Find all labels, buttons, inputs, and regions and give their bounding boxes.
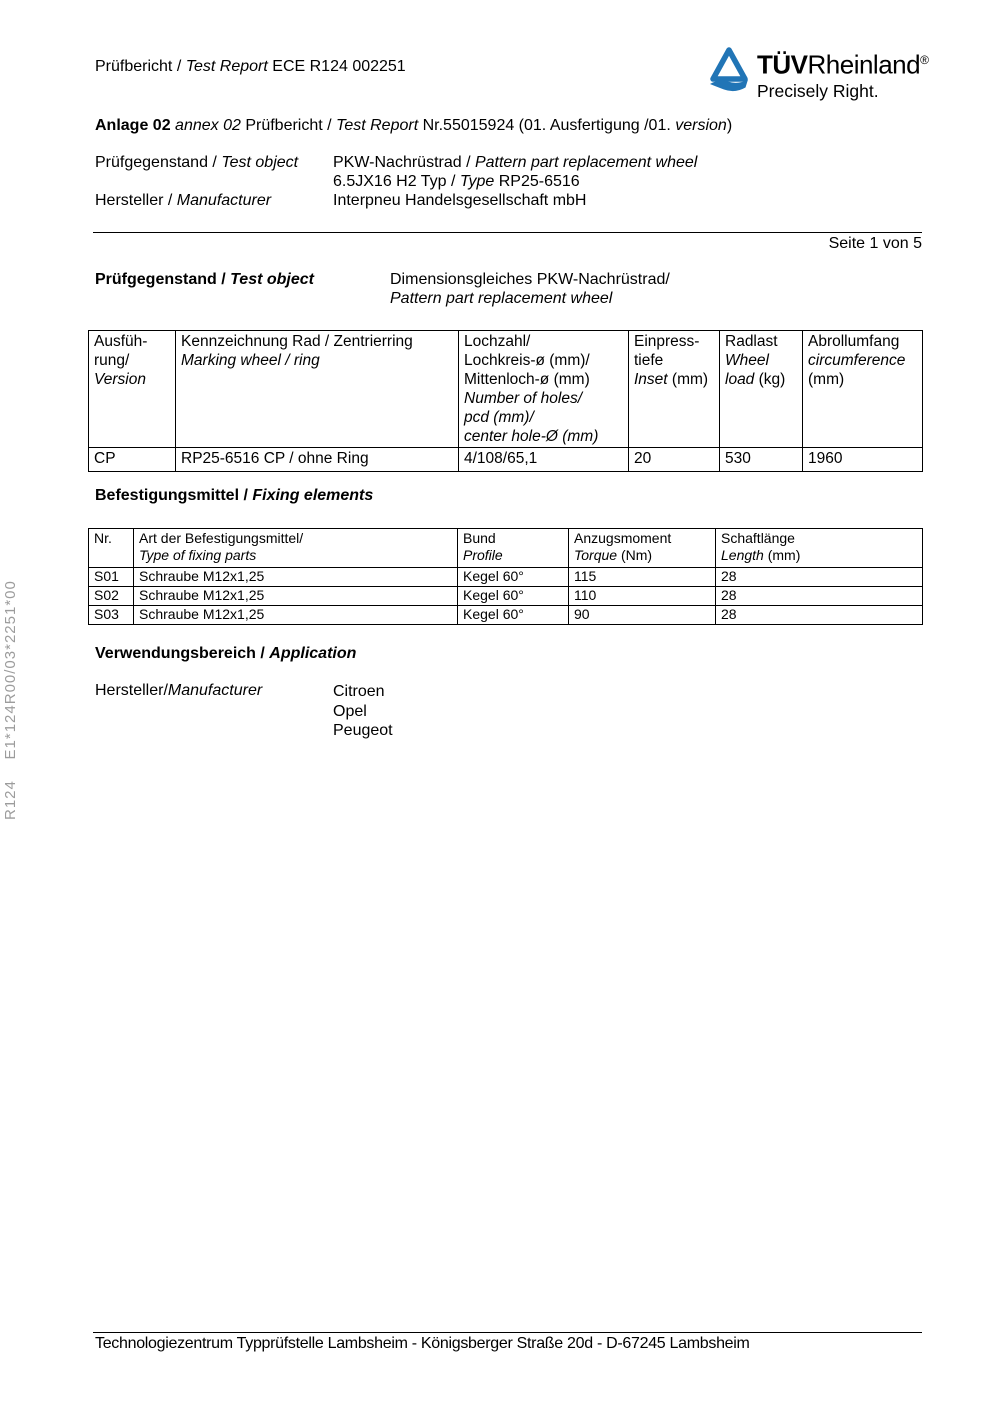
annex-label-de: Anlage 02 [95,117,171,134]
logo-wordmark [757,46,928,79]
annex-label-en: annex 02 [170,117,246,134]
cell-torque: 90 [569,606,716,625]
cell-nr: S02 [89,587,134,606]
cell-circumference: 1960 [803,448,923,472]
application-manufacturer-label: Hersteller/Manufacturer [95,682,263,699]
info-test-object-label: Prüfgegenstand / Test object [95,154,299,171]
application-manufacturer-list [333,682,393,741]
section-test-object-value-en: Pattern part replacement wheel [390,290,613,307]
info-test-object-value: PKW-Nachrüstrad / Pattern part replacement wheel [333,154,698,171]
annex-version-word: version [675,117,727,134]
info-type-value: 6.5JX16 H2 Typ / Type RP25-6516 [333,173,580,190]
fixing-row-s02 [89,587,923,606]
report-header-code: ECE R124 002251 [267,58,406,75]
wheel-spec-data-row [89,448,923,472]
cell-torque: 115 [569,568,716,587]
cell-type: Schraube M12x1,25 [134,568,458,587]
cell-load: 530 [720,448,803,472]
section-application-title: Verwendungsbereich / Application [95,645,357,662]
col-header-inset: Einpress- tiefe Inset (mm) [629,331,720,448]
logo-tagline: Precisely Right. [757,80,879,101]
cell-nr: S01 [89,568,134,587]
cell-profile: Kegel 60° [458,568,569,587]
footer-divider [93,1332,922,1333]
section-test-object-value-de: Dimensionsgleiches PKW-Nachrüstrad/ [390,271,670,288]
logo-text-block [757,46,928,102]
col-header-marking: Kennzeichnung Rad / Zentrierring Marking wheel / ring [176,331,459,448]
manufacturer-item: Peugeot [333,722,393,739]
cell-version: CP [89,448,176,472]
cell-profile: Kegel 60° [458,587,569,606]
col-header-profile: Bund Profile [458,529,569,568]
annex-report-number: Nr.55015924 (01. Ausfertigung /01. [418,117,676,134]
cell-length: 28 [716,587,923,606]
cell-type: Schraube M12x1,25 [134,587,458,606]
col-header-length: Schaftlänge Length (mm) [716,529,923,568]
cell-profile: Kegel 60° [458,606,569,625]
col-header-holes: Lochzahl/ Lochkreis-ø (mm)/ Mittenloch-ø (mm) Number of holes/ pcd (mm)/ center hole-Ø (mm) [459,331,629,448]
logo-tuv: TÜV [757,49,808,80]
info-manufacturer-value: Interpneu Handelsgesellschaft mbH [333,192,587,209]
col-header-nr: Nr. [89,529,134,568]
logo-rheinland: Rheinland [807,49,921,80]
fixing-header-row [89,529,923,568]
footer-address: Technologiezentrum Typprüfstelle Lambsheim - Königsberger Straße 20d - D-67245 Lambsheim [95,1335,750,1352]
col-header-type: Art der Befestigungsmittel/ Type of fixing parts [134,529,458,568]
cell-inset: 20 [629,448,720,472]
wheel-spec-header-row [89,331,923,448]
annex-mid-en: Test Report [336,117,419,134]
tuv-rheinland-logo [708,46,928,103]
col-header-wheel-load: Radlast Wheel load (kg) [720,331,803,448]
cell-type: Schraube M12x1,25 [134,606,458,625]
info-manufacturer-label: Hersteller / Manufacturer [95,192,272,209]
cell-torque: 110 [569,587,716,606]
manufacturer-item: Citroen [333,683,385,700]
vertical-approval-code: R124 E1*124R00/03*2251*00 [2,580,19,820]
page-indicator: Seite 1 von 5 [828,235,922,252]
report-header-line [95,58,406,76]
cell-nr: S03 [89,606,134,625]
section-fixing-title: Befestigungsmittel / Fixing elements [95,487,374,504]
col-header-version: Ausfüh- rung/ Version [89,331,176,448]
section-test-object-title: Prüfgegenstand / Test object [95,271,314,288]
manufacturer-item: Opel [333,702,367,720]
annex-line [95,117,732,135]
col-header-circumference: Abrollumfang circumference (mm) [803,331,923,448]
cell-holes: 4/108/65,1 [459,448,629,472]
fixing-elements-table [88,528,923,625]
cell-length: 28 [716,568,923,587]
fixing-row-s03 [89,606,923,625]
header-divider [93,232,922,233]
fixing-row-s01 [89,568,923,587]
report-header-en: Test Report [185,58,268,75]
report-header-de: Prüfbericht / [95,58,186,75]
wheel-spec-table [88,330,923,472]
cell-marking: RP25-6516 CP / ohne Ring [176,448,459,472]
cell-length: 28 [716,606,923,625]
registered-mark-icon: ® [920,53,929,67]
annex-close-paren: ) [726,117,733,134]
annex-mid-de: Prüfbericht / [245,117,337,134]
tuv-triangle-icon [708,46,750,103]
col-header-torque: Anzugsmoment Torque (Nm) [569,529,716,568]
